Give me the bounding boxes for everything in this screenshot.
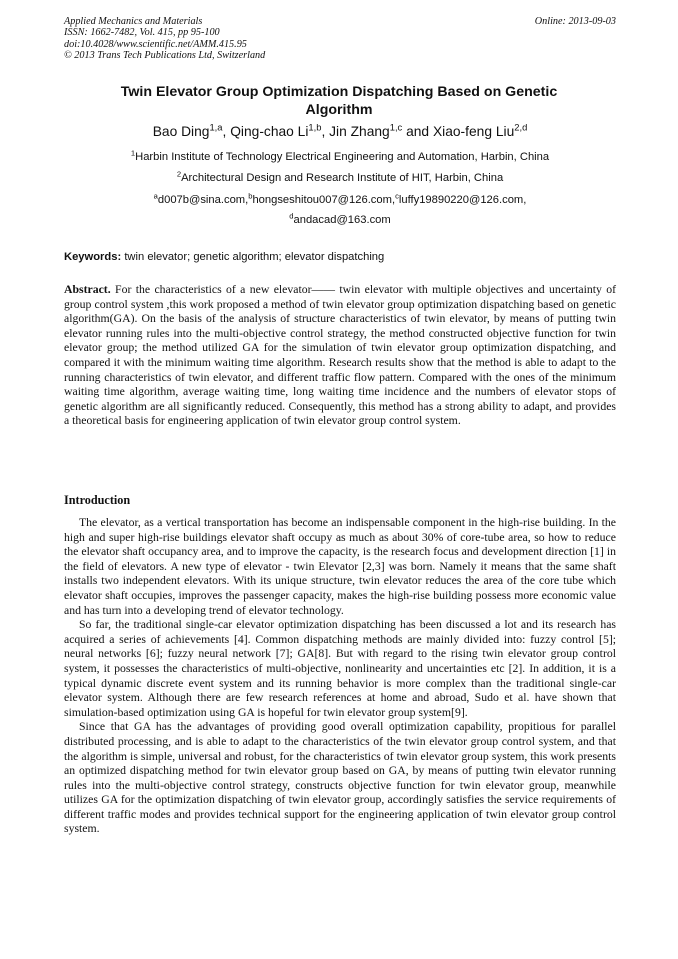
affiliation-sup: 2: [176, 169, 182, 179]
email-sup: c: [395, 191, 399, 201]
email-address[interactable]: hongseshitou007@126.com,: [252, 194, 396, 206]
author-name: Jin Zhang: [329, 124, 390, 139]
author-sup: 1,c: [389, 122, 403, 133]
issn-line: ISSN: 1662-7482, Vol. 415, pp 95-100: [64, 27, 220, 39]
author-sup: 1,a: [209, 122, 223, 133]
author-name: Xiao-feng Liu: [432, 124, 515, 139]
paper-title: Twin Elevator Group Optimization Dispatching Based on Genetic Algorithm: [120, 84, 558, 118]
abstract-label: Abstract.: [64, 283, 111, 296]
email-address[interactable]: andacad@163.com: [293, 214, 391, 226]
author-separator: ,: [222, 124, 231, 139]
email-sup: b: [248, 191, 253, 201]
paragraph: The elevator, as a vertical transportation has become an indispensable component in the high-rise building. In the high and super high-rise buildings elevator shaft occupy as much as about 30% of core-tube area, so how to reduce the elevator shaft occupancy area, and to improve the capacity, is the research focus and development direction [1] in the field of elevators. A new type of elevator - twin Elevator [2,3] was born. Namely it means that the same shaft installs two independent elevators. With its unique structure, twin elevator reduces the area of the core tube which elevator shaft occupies, improves the passenger capacity, makes the high-rise building possess more economic value and has turn into a developing trend of elevator technology.: [64, 516, 616, 617]
abstract-text: For the characteristics of a new elevator—— twin elevator with multiple objectives and uncertainty of group control system ,this work proposed a method of twin elevator group optimization dispatching based on genetic algorithm(GA). On the basis of the analysis of structure characteristics of twin elevator, by means of putting twin elevator running rules into the multi-objective control strategy, the method constructed objective function for twin elevator group; the method utilized GA for the simulation of twin elevator group optimization dispatching, and compared it with the minimum waiting time algorithm. Research results show that the method is able to adapt to the running characteristics of twin elevator, and different traffic flow pattern. Compared with the ones of the minimum waiting time algorithm, average waiting time, long waiting time incidence and the numbers of elevator stops of genetic algorithm are all significantly reduced. Consequently, this method has a strong ability to adapt, and provides a theoretical basis for engineering application of twin elevator group control system.: [64, 283, 617, 428]
author-name: Qing-chao Li: [230, 124, 309, 139]
journal-header: [64, 16, 616, 62]
author-sup: 2,d: [514, 122, 528, 133]
keywords: [64, 250, 616, 264]
email-sup: d: [289, 211, 294, 221]
paragraph: So far, the traditional single-car elevator optimization dispatching has been discussed a lot and its research has acquired a series of achievements [4]. Common dispatching methods are mainly divided into: fuzzy control [5]; neural networks [6]; fuzzy neural network [7]; GA[8]. But with regard to the rising twin elevator group control system, it possesses the characteristics of multi-objective, nonlinearity and uncertainties etc [2]. In addition, it is a typical dynamic discrete event system and its running behavior is more complex than the traditional single-car elevator system. Although there are few research references at home and abroad, Sudo et al. have shown that simulation-based optimization using GA is hopeful for twin elevator group system[9].: [64, 618, 616, 719]
email-address[interactable]: d007b@sina.com,: [157, 194, 249, 206]
affiliation-sup: 1: [130, 148, 136, 158]
affiliation-2: [64, 171, 616, 185]
keywords-label: Keywords:: [64, 251, 122, 263]
email-line-2: [64, 213, 616, 227]
abstract: [64, 283, 616, 429]
paragraph: Since that GA has the advantages of providing good overall optimization capability, propitious for parallel distributed processing, and is able to adapt to the characteristics of the twin elevator group control system, and that the algorithm is simple, universal and robust, for the characteristics of twin elevator group system, this work presents an optimized dispatching method for twin elevator group based on GA, by means of putting twin elevator running rules into the multi-objective control strategy, constructs objective function for twin elevator group, meanwhile utilizes GA for the optimization dispatching of twin elevator group, accordingly satisfies the service requirements of different traffic modes and provides technical support for the engineering application of twin elevator group control system.: [64, 720, 616, 836]
introduction-body: [64, 516, 616, 837]
keywords-text: twin elevator; genetic algorithm; elevator dispatching: [124, 251, 385, 263]
email-address[interactable]: luffy19890220@126.com,: [398, 194, 527, 206]
author-name: Bao Ding: [152, 124, 210, 139]
online-date: Online: 2013-09-03: [534, 16, 616, 27]
author-separator: and: [402, 124, 433, 139]
journal-name: Applied Mechanics and Materials: [64, 16, 203, 27]
affiliation-text: Architectural Design and Research Institute of HIT, Harbin, China: [181, 172, 504, 184]
doi-line: doi:10.4028/www.scientific.net/AMM.415.95: [64, 38, 247, 50]
affiliation-1: [64, 150, 616, 164]
affiliation-text: Harbin Institute of Technology Electrical Engineering and Automation, Harbin, China: [135, 151, 550, 163]
email-sup: a: [153, 191, 158, 201]
copyright-line: © 2013 Trans Tech Publications Ltd, Switzerland: [64, 50, 266, 62]
email-line-1: [64, 193, 616, 207]
author-separator: ,: [321, 124, 330, 139]
section-heading-introduction: Introduction: [64, 493, 131, 507]
author-sup: 1,b: [308, 122, 322, 133]
author-list: [64, 123, 616, 141]
